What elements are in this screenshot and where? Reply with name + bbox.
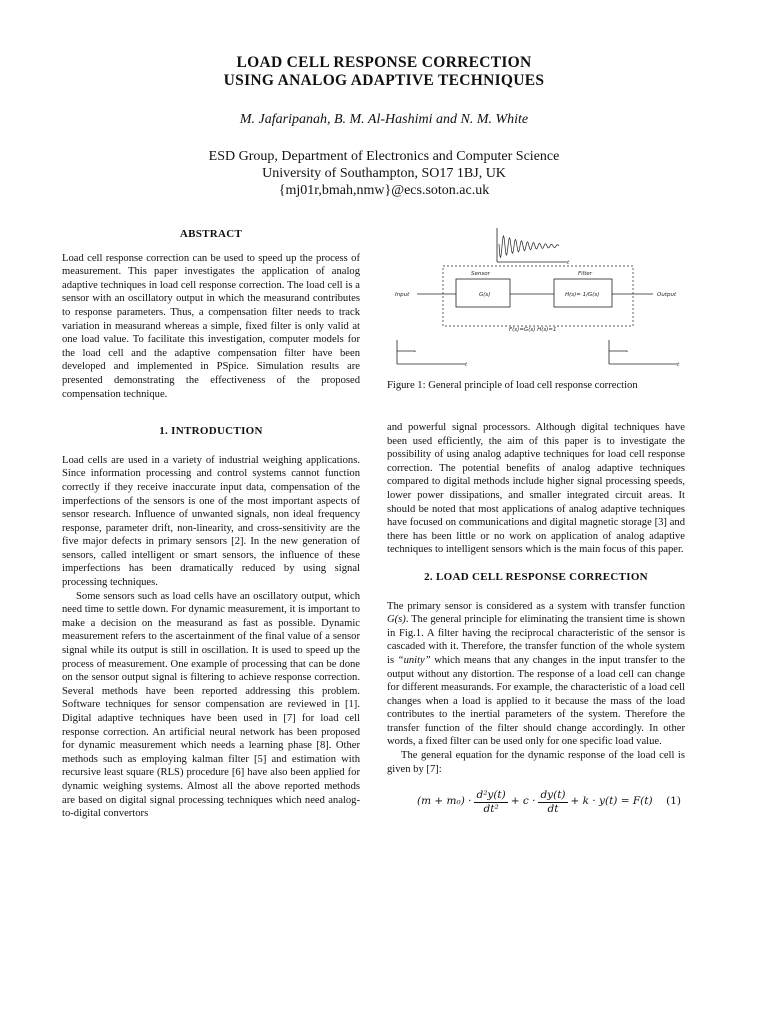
input-step-signal	[397, 340, 468, 368]
eq-frac2-denominator: dt	[547, 802, 559, 815]
eq-fraction-1	[474, 789, 507, 816]
intro-paragraph-1: Load cells are used in a variety of industrial weighing applications. Since information processing and control systems cannot function correctly if they receive inaccurate input data, compensation of the imperfections of the sensors is one of the most important aspects of sensor research. Influence of unwanted signals, non ideal frequency response, parameter drift, non-linearity, and cross-sensitivity are the five major defects in primary sensors [2]. In the new generation of sensors, called intelligent or smart sensors, the influence of these imperfections has been dramatically reduced by using signal processing techniques.	[62, 454, 360, 589]
equation-1	[387, 786, 685, 818]
intro-paragraph-2: Some sensors such as load cells have an oscillatory output, which need time to settle down. For dynamic measurement, it is important to make a decision on the measurand as fast as possible. Dynamic measurement refers to the ascertainment of the final value of a sensor signal while its output is still in oscillation. It is used to speed up the process of measurement. One example of processing that can be done on the sensor output signal is filtering to achieve response correction. Several methods have been reported addressing this problem. Software techniques for sensor compensation are reviewed in [1]. Digital adaptive techniques have been used in [7] for load cell response correction. An artificial neural network has been proposed for dynamic measurement which needs a learning phase [8]. Other methods such as employing kalman filter [5] and estimation with recursive least square (RLS) procedure [6] have also been applied for dynamic weighing systems. Almost all the above reported methods are based on digital signal processing techniques which need analog-to-digital convertors	[62, 590, 360, 820]
section2-paragraph-1	[387, 600, 685, 750]
section2-heading: 2. LOAD CELL RESPONSE CORRECTION	[424, 570, 648, 583]
s2p1-part-a: The primary sensor is considered as a system with transfer function	[387, 600, 685, 612]
left-column	[62, 228, 360, 821]
paper-title-line2: USING ANALOG ADAPTIVE TECHNIQUES	[223, 72, 545, 89]
eq-lhs: (m + m₀) ·	[417, 795, 472, 808]
s2p1-part-b: . The general principle for eliminating the transient time is shown in Fig.1. A filter having the reciprocal characteristic of the sensor is cascaded with it. Therefore, the transfer function of the whole system is	[387, 614, 685, 666]
s2p1-part-c: which means that any changes in the input transfer to the output without any distortion. The response of a load cell can change for different measurands. For example, the characteristic of a load cell changes when a load is applied to it because the mass of the load contributes to the inertial parameters of the system. Therefore the transfer function of the filter should change accordingly. In other words, a fixed filter can be used only for one specific load value.	[387, 654, 685, 748]
eq-frac1-denominator: dt²	[483, 802, 499, 815]
title-block	[0, 54, 768, 199]
sensor-label: Sensor	[471, 271, 490, 277]
filter-label: Filter	[578, 271, 593, 277]
sensor-transfer-function: G(s)	[479, 292, 491, 298]
affiliation-email: {mj01r,bmah,nmw}@ecs.soton.ac.uk	[278, 183, 490, 198]
figure-1-diagram	[387, 224, 697, 376]
introduction-heading: 1. INTRODUCTION	[159, 425, 263, 438]
oscillation-signal	[497, 228, 570, 266]
section2-paragraph-2: The general equation for the dynamic response of the load cell is given by [7]:	[387, 750, 685, 775]
eq-mid: + c ·	[510, 795, 536, 808]
affiliation-line2: University of Southampton, SO17 1BJ, UK	[262, 166, 506, 181]
eq-rhs: + k · y(t) = F(t)	[570, 795, 653, 808]
abstract-text: Load cell response correction can be used to speed up the process of measurement. This paper investigates the application of analog adaptive techniques in load cell response correction. The load cell is a sensor with an oscillatory output in which the measurand contributes to response parameters. Thus, a compensation filter needs to track variation in measurand whereas a simple, fixed filter is only valid at one load value. To facilitate this investigation, computer models for the load cell and the adaptive compensation filter have been developed and implemented in PSpice. Simulation results are presented demonstrating the effectiveness of the proposed compensation technique.	[62, 252, 360, 400]
overall-transfer-function: F(s)=G(s) H(s)=1	[509, 327, 557, 333]
s2p1-math: G(s)	[387, 614, 406, 626]
affiliation-line1: ESD Group, Department of Electronics and Computer Science	[208, 149, 560, 164]
authors: M. Jafaripanah, B. M. Al-Hashimi and N. M. White	[239, 112, 529, 127]
output-step-signal	[609, 340, 680, 368]
eq-frac1-numerator: d²y(t)	[476, 788, 506, 801]
figure-1	[387, 224, 697, 404]
filter-transfer-function: H(s)= 1/G(s)	[565, 292, 600, 298]
s2p1-unity: “unity”	[397, 654, 431, 666]
output-label: Output	[657, 292, 677, 298]
equation-number: (1)	[666, 795, 681, 808]
right-column	[387, 421, 685, 818]
equation-body	[417, 786, 653, 818]
input-label: Input	[395, 292, 410, 298]
abstract-heading: ABSTRACT	[179, 228, 243, 240]
intro-paragraph-3: and powerful signal processors. Although digital techniques have been used efficiently, the aim of this paper is to investigate the possibility of using analog adaptive techniques for load cell response correction. The potential benefits of analog adaptive techniques compared to digital methods include higher signal processing speeds, lower power dissipations, and smaller integrated circuit areas. It should be noted that most applications of analog adaptive techniques have focused on communications and digital magnetic storage [3] and there has been little or no work on application of analog adaptive techniques to intelligent sensors which is the main focus of this paper.	[387, 422, 685, 556]
time-axis-label-left: t	[465, 362, 468, 368]
time-axis-label-top: t	[567, 260, 570, 266]
figure-caption: Figure 1: General principle of load cell response correction	[387, 380, 638, 391]
time-axis-label-right: t	[677, 362, 680, 368]
eq-frac2-numerator: dy(t)	[540, 788, 566, 801]
affiliation	[0, 148, 768, 199]
eq-fraction-2	[538, 789, 567, 816]
paper-title-line1: LOAD CELL RESPONSE CORRECTION	[236, 54, 532, 71]
